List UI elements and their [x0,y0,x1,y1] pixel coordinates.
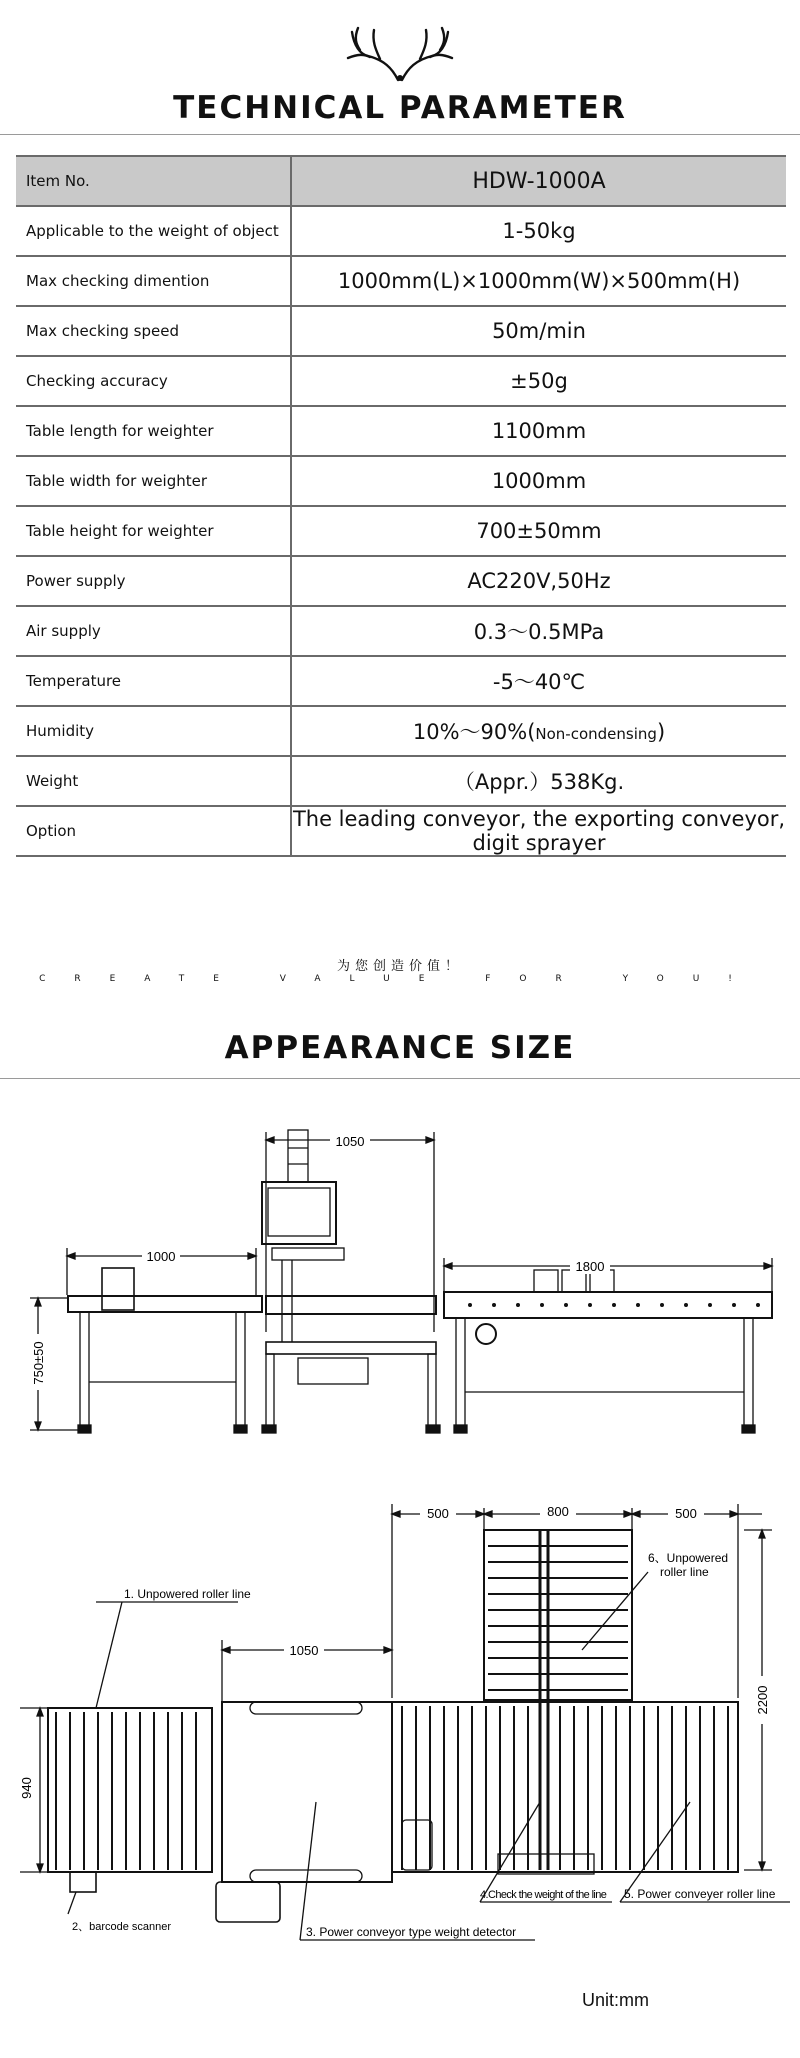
slogan-english: CREATE VALUE FOR YOU! [39,974,761,984]
row-label: Table width for weighter [16,456,291,506]
dim-2200: 2200 [755,1685,770,1715]
table-row [16,306,786,356]
dim-1000: 1000 [146,1249,176,1264]
divider [0,134,800,135]
table-row [16,806,786,856]
label-unpowered-roller-6a: 6、Unpowered [648,1551,729,1565]
side-view-drawing [0,1120,800,1440]
table-row [16,456,786,506]
spec-table [16,155,786,857]
row-value: AC220V,50Hz [291,556,786,606]
table-header-row [16,156,786,206]
row-value: 1000mm(L)×1000mm(W)×500mm(H) [291,256,786,306]
table-row [16,706,786,756]
row-value: 1000mm [291,456,786,506]
dim-750-height: 750±50 [31,1341,46,1385]
table-row [16,756,786,806]
top-view-drawing [0,1490,800,1960]
table-row [16,356,786,406]
row-label: Table height for weighter [16,506,291,556]
row-label: Max checking dimention [16,256,291,306]
row-value: 50m/min [291,306,786,356]
slogan-chinese: 为您创造价值！ [336,959,463,974]
row-value: -5～40℃ [291,656,786,706]
row-value: 700±50mm [291,506,786,556]
table-row [16,406,786,456]
label-power-roller: 5. Power conveyer roller line [624,1887,776,1901]
page-title: TECHNICAL PARAMETER [173,90,627,126]
row-label: Table length for weighter [16,406,291,456]
label-unpowered-roller-6b: roller line [660,1565,709,1579]
table-row [16,506,786,556]
dim-500-right: 500 [675,1506,697,1521]
row-label: Option [16,806,291,856]
label-barcode-scanner: 2、barcode scanner [72,1921,172,1933]
row-label: Humidity [16,706,291,756]
dim-940: 940 [19,1777,34,1799]
row-label: Air supply [16,606,291,656]
row-value: （Appr.）538Kg. [291,756,786,806]
row-label: Applicable to the weight of object [16,206,291,256]
row-label: Checking accuracy [16,356,291,406]
humidity-range: 10%～90%( [412,720,536,744]
label-weight-detector: 3. Power conveyor type weight detector [306,1925,517,1939]
row-value: ±50g [291,356,786,406]
dim-1050-side: 1050 [335,1134,365,1149]
row-label: Max checking speed [16,306,291,356]
header-value: HDW-1000A [291,156,786,206]
antler-icon [340,24,460,84]
dim-500-left: 500 [427,1506,449,1521]
divider [0,1078,800,1079]
row-value: 1100mm [291,406,786,456]
table-row [16,606,786,656]
dim-1800: 1800 [575,1259,605,1274]
table-row [16,256,786,306]
row-label: Weight [16,756,291,806]
row-value: 0.3～0.5MPa [291,606,786,656]
table-row [16,206,786,256]
label-unpowered-roller: 1. Unpowered roller line [124,1587,251,1601]
table-row [16,556,786,606]
dim-800: 800 [547,1504,569,1519]
label-check-weight: 4.Check the weight of the line [480,1889,607,1901]
humidity-note: Non-condensing [535,725,657,743]
humidity-close: ) [656,720,666,744]
section-title: APPEARANCE SIZE [224,1030,576,1066]
row-value: The leading conveyor, the exporting conveyor, digit sprayer [292,807,786,855]
header-label: Item No. [16,156,291,206]
row-label: Power supply [16,556,291,606]
row-label: Temperature [16,656,291,706]
dim-1050-top: 1050 [289,1643,319,1658]
row-value [291,706,786,756]
unit-label: Unit:mm [582,1990,649,2010]
table-row [16,656,786,706]
row-value: 1-50kg [291,206,786,256]
